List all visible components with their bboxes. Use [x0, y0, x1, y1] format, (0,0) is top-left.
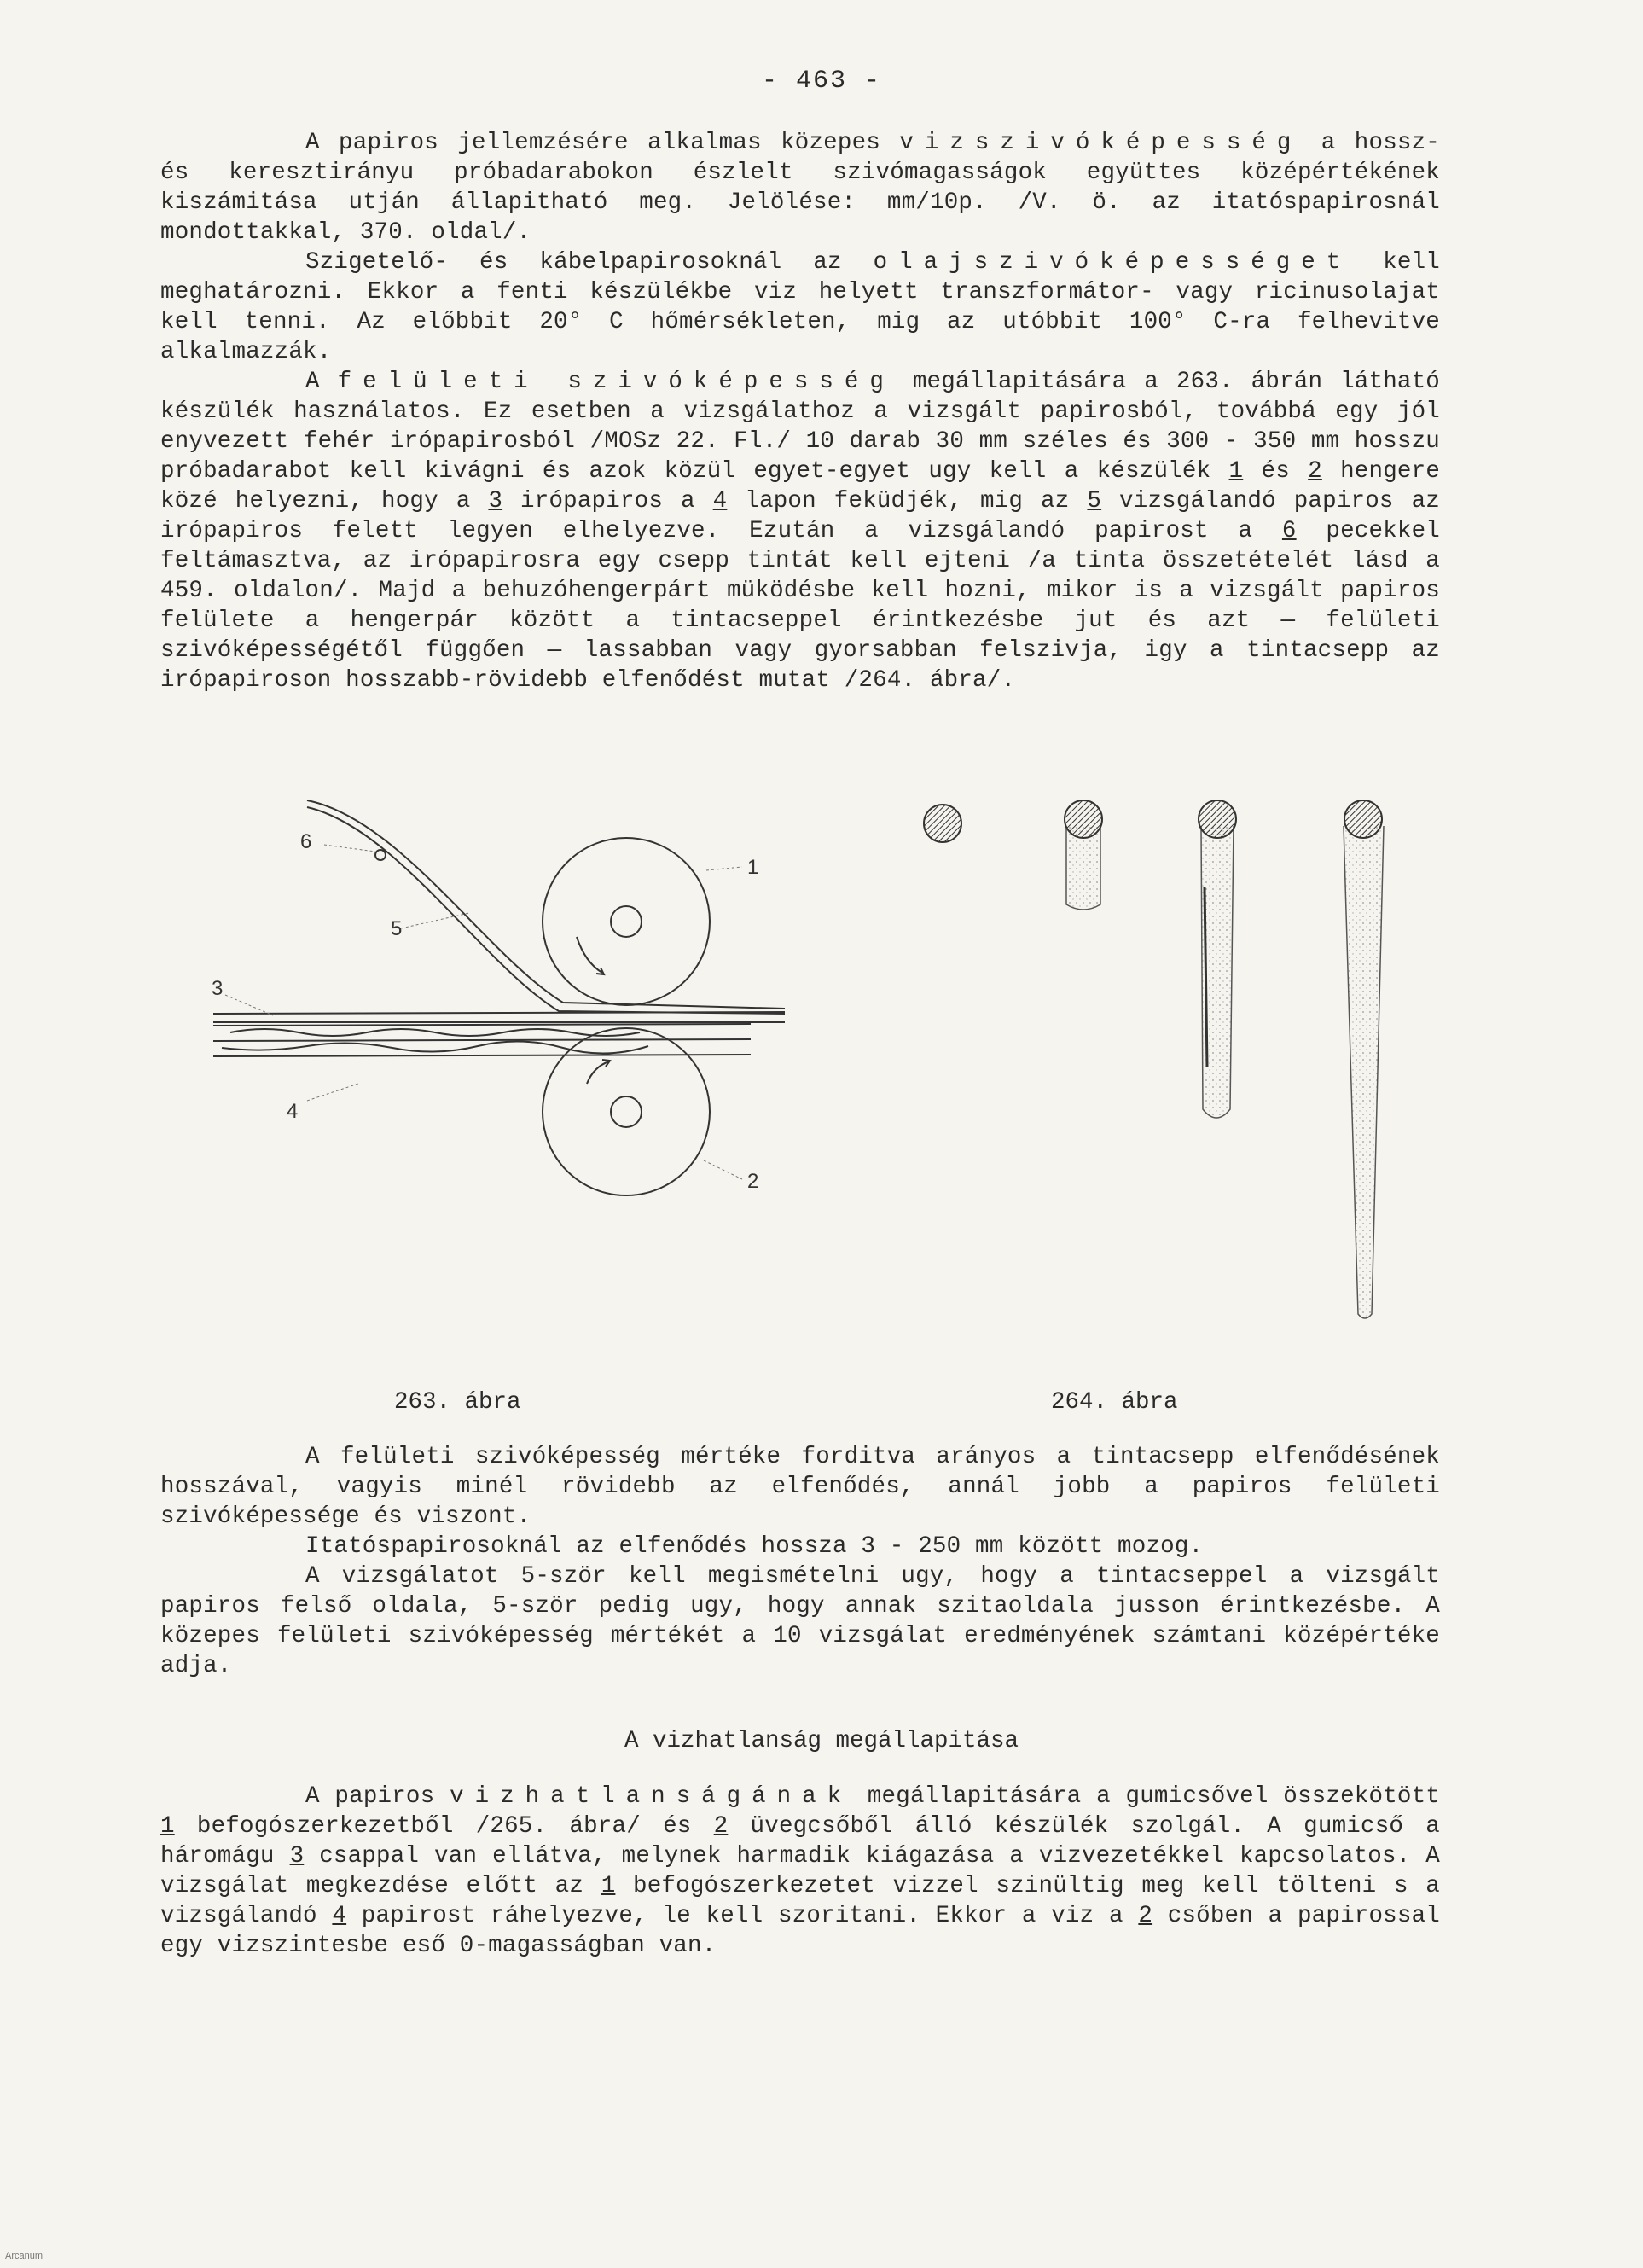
page-number: - 463 - [761, 67, 882, 96]
paragraph-measure: A felületi szivóképesség mértéke forditva arányos a tintacsepp elfenődésének hosszával, vagyis minél rövidebb az elfenődés, annál jobb a papiros felületi szivóképessége és viszont. [160, 1444, 1440, 1530]
rotation-arrow-lower [587, 1060, 610, 1084]
paragraph-waterproofness: A papiros vizhatlanságának megállapitására a gumicsővel összekötött 1 befogószerkezetből /265. ábra/ és 2 üvegcsőből álló készülék szolgál. A gumicső a háromágu 3 csappal van ellátva, melynek harmadik kiágazása a vizvezetékkel kapcsolatos. A vizsgálat megkezdése előtt az 1 befogószerkezetet vizzel szinültig meg kell tölteni s a vizsgálandó 4 papirost ráhelyezve, le kell szoritani. Ekkor a viz a 2 csőben a papirossal egy vizszintesbe eső 0-magasságban van. [160, 1783, 1441, 1959]
figure-263-roller-apparatus [205, 785, 802, 1212]
support-peg [375, 850, 386, 860]
figure-264-caption: 264. ábra [1051, 1389, 1178, 1416]
waterproofness-text-block [160, 1782, 1440, 1961]
ink-sample-4 [1344, 800, 1384, 1318]
test-paper-strip [307, 800, 785, 1009]
ink-sample-3 [1199, 800, 1236, 1118]
spaced-term: vizszivóképesség [899, 130, 1303, 156]
figure-264-ink-spread-samples [904, 785, 1416, 1340]
figure-263-label-1: 1 [747, 856, 759, 879]
paragraph-range: Itatóspapirosoknál az elfenődés hossza 3 - 250 mm között mozog. [305, 1533, 1204, 1560]
lower-roller [543, 1028, 710, 1195]
paragraph-oil-absorbency: Szigetelő- és kábelpapirosoknál az olajszivóképességet kell meghatározni. Ekkor a fenti készülékbe viz helyett transzformátor- vagy ricinusolajat kell tenni. Az előbbit 20° C hőmérsékleten, mig az utóbbit 100° C-ra felhevitve alkalmazzák. [160, 249, 1440, 365]
ink-sample-1 [924, 805, 961, 842]
figure-263-caption: 263. ábra [394, 1389, 521, 1416]
spaced-term: olajszivóképességet [873, 249, 1352, 276]
paragraph-water-absorbency: A papiros jellemzésére alkalmas közepes vizszivóképesség a hossz- és keresztirányu próbadarabokon észlelt szivómagasságok együttes középértékének kiszámitása utján állapitható meg. Jelölése: mm/10p. /V. ö. az itatóspapirosnál mondottakkal, 370. oldal/. [160, 130, 1441, 246]
intro-text-block [160, 128, 1440, 695]
figure-263-label-4: 4 [287, 1100, 299, 1123]
spaced-term: vizhatlanságának [450, 1783, 853, 1810]
figure-263-label-3: 3 [212, 977, 224, 1000]
spaced-term: felületi szivóképesség [337, 369, 895, 395]
measurement-text-block [160, 1442, 1440, 1681]
support-plate [213, 1024, 751, 1056]
ink-sample-2 [1065, 800, 1102, 910]
figure-263-label-5: 5 [391, 917, 403, 940]
upper-roller [543, 838, 710, 1005]
rotation-arrow-upper [577, 937, 604, 974]
upper-roller-axle [611, 906, 642, 937]
figure-263-label-2: 2 [747, 1170, 759, 1193]
paragraph-repeat: A vizsgálatot 5-ször kell megismételni ugy, hogy a tintacseppel a vizsgált papiros felső oldala, 5-ször pedig ugy, hogy annak szitaoldala jusson érintkezésbe. A közepes felületi szivóképesség mértékét a 10 vizsgálat eredményének számtani középértéke adja. [160, 1563, 1440, 1679]
paragraph-surface-absorbency: A felületi szivóképesség megállapitására a 263. ábrán látható készülék használatos. Ez esetben a vizsgálathoz a vizsgált papirosból, továbbá egy jól enyvezett fehér irópapirosból /MOSz 22. Fl./ 10 darab 30 mm széles és 300 - 350 mm hosszu próbadarabot kell kivágni és azok közül egyet-egyet ugy kell a készülék 1 és 2 hengere közé helyezni, hogy a 3 irópapiros a 4 lapon feküdjék, mig az 5 vizsgálandó papiros az irópapiros felett legyen elhelyezve. Ezután a vizsgálandó papirost a 6 pecekkel feltámasztva, az irópapirosra egy csepp tintát kell ejteni /a tinta összetételét lásd a 459. oldalon/. Majd a behuzóhengerpárt müködésbe kell hozni, mikor is a vizsgált papiros felülete a hengerpár között a tintacseppel érintkezésbe jut és azt — felületi szivóképességétől függően — lassabban vagy gyorsabban felszivja, igy a tintacsepp az irópapiroson hosszabb-rövidebb elfenődést mutat /264. ábra/. [160, 369, 1441, 694]
section-heading: A vizhatlanság megállapitása [624, 1728, 1019, 1754]
figure-263-label-6: 6 [300, 830, 312, 853]
lower-roller-axle [611, 1096, 642, 1127]
footer-watermark: Arcanum [5, 2251, 44, 2261]
